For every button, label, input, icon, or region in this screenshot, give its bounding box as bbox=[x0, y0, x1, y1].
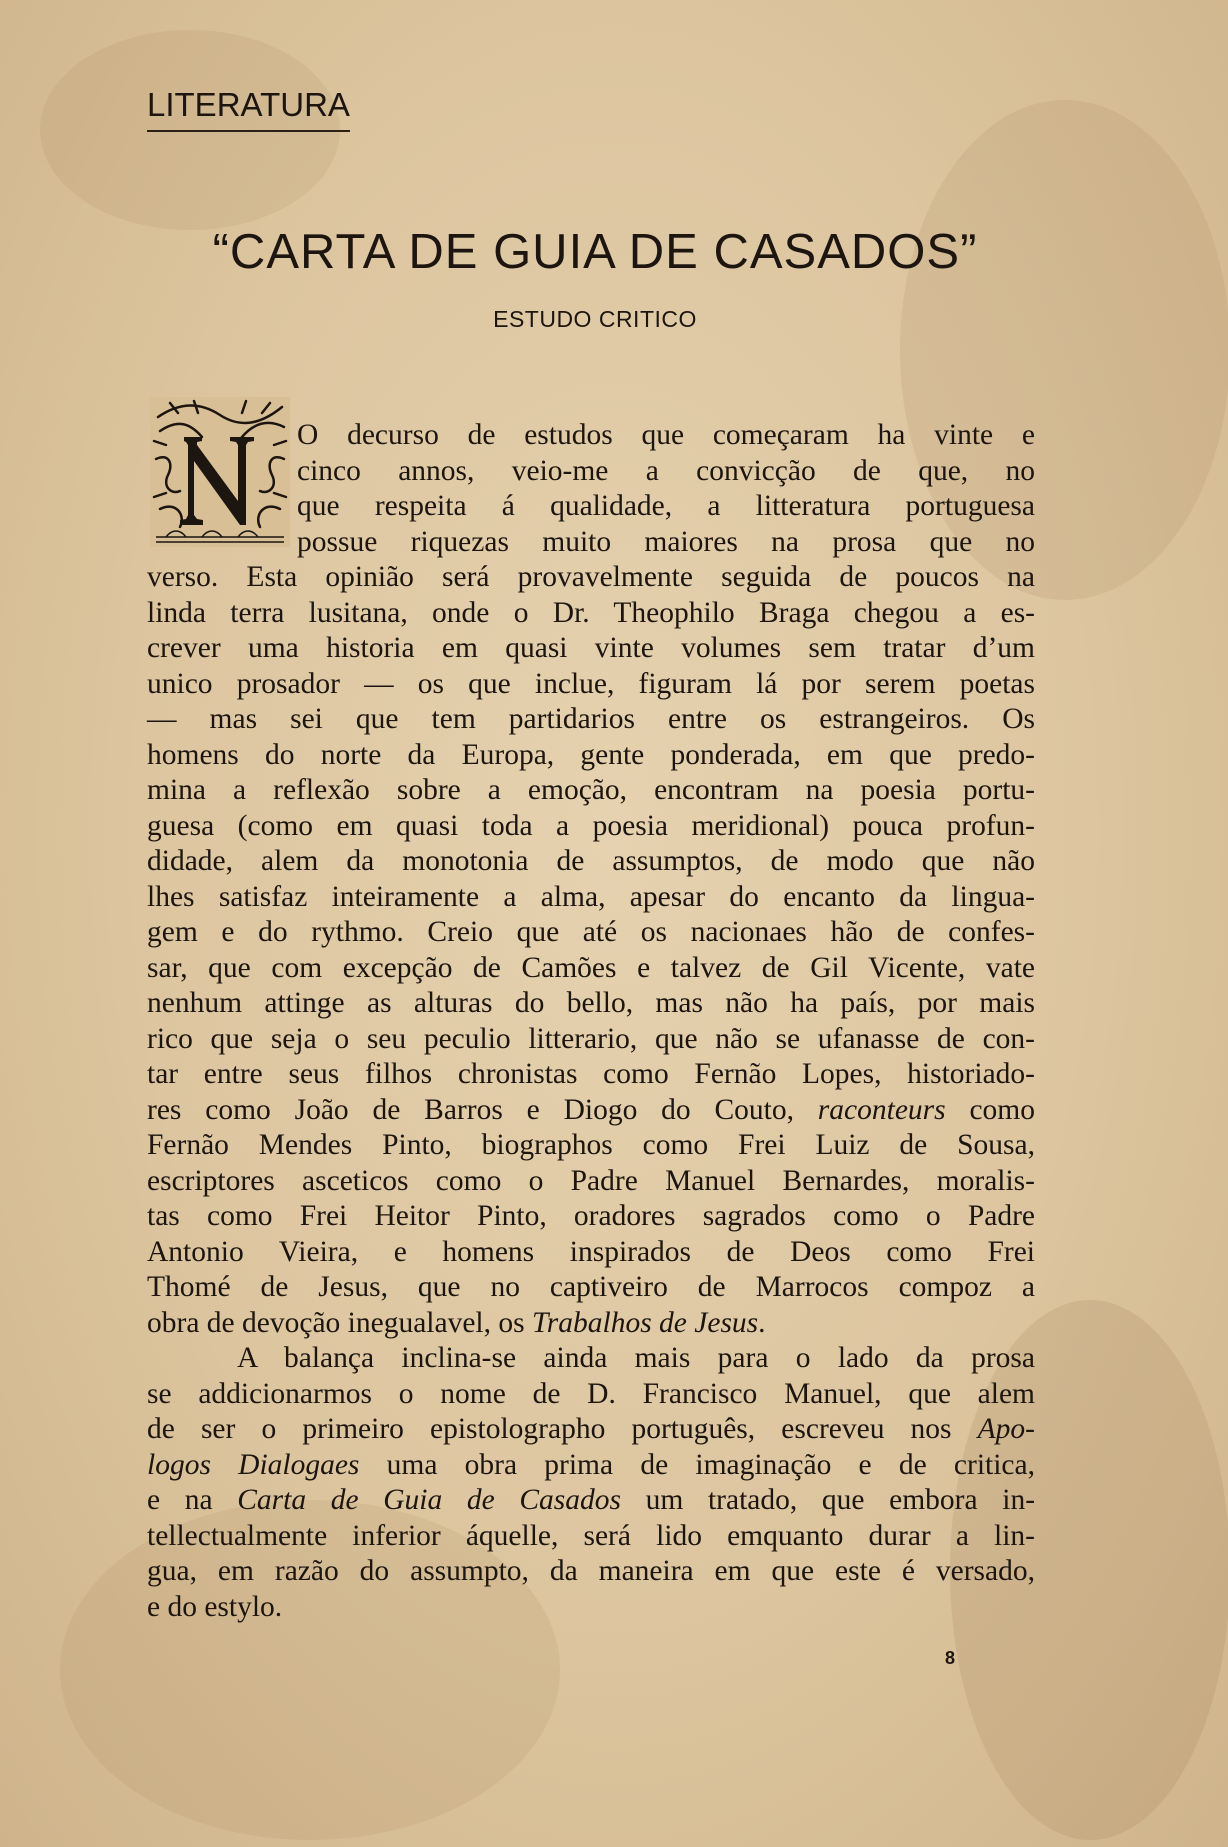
body-line: unico prosador — os que inclue, figuram lá por serem poetas bbox=[147, 667, 1035, 700]
section-label: LITERATURA bbox=[147, 88, 350, 132]
body-line: tar entre seus filhos chronistas como Fernão Lopes, historiado- bbox=[147, 1058, 1035, 1090]
body-line-text: . bbox=[758, 1306, 766, 1339]
body-line bbox=[147, 1093, 1035, 1129]
article-subtitle: ESTUDO CRITICO bbox=[493, 306, 697, 332]
body-line-text: obra de devoção inegualavel, os bbox=[147, 1306, 532, 1339]
body-line: O decurso de estudos que começaram ha vinte e bbox=[297, 419, 1035, 451]
page-number: 8 bbox=[945, 1648, 956, 1668]
body-line-text: e na bbox=[147, 1484, 238, 1516]
body-line: — mas sei que tem partidarios entre os estrangeiros. Os bbox=[147, 703, 1035, 735]
body-line: homens do norte da Europa, gente ponderada, em que predo- bbox=[147, 738, 1035, 771]
body-line: se addicionarmos o nome de D. Francisco Manuel, que alem bbox=[147, 1377, 1035, 1410]
body-line: Fernão Mendes Pinto, biographos como Frei Luiz de Sousa, bbox=[147, 1129, 1035, 1161]
article-title: “CARTA DE GUIA DE CASADOS” bbox=[212, 225, 978, 279]
body-line: sar, que com excepção de Camões e talvez de Gil Vicente, vate bbox=[147, 951, 1035, 984]
body-line: Thomé de Jesus, que no captiveiro de Marrocos compoz a bbox=[147, 1271, 1035, 1303]
body-line-text: como bbox=[945, 1093, 1035, 1126]
body-line: gem e do rythmo. Creio que até os nacionaes hão de confes- bbox=[147, 916, 1035, 948]
body-line-text: de ser o primeiro epistolographo português, escreveu nos bbox=[147, 1413, 978, 1445]
body-line: didade, alem da monotonia de assumptos, de modo que não bbox=[147, 845, 1035, 877]
body-line: A balança inclina-se ainda mais para o lado da prosa bbox=[237, 1342, 1035, 1374]
body-line: que respeita á qualidade, a litteratura portuguesa bbox=[297, 490, 1035, 522]
italic-title: Apo- bbox=[977, 1413, 1035, 1445]
body-line-text: res como João de Barros e Diogo do Couto, bbox=[147, 1093, 818, 1126]
body-line bbox=[147, 1448, 1035, 1484]
body-line: verso. Esta opinião será provavelmente seguida de poucos na bbox=[147, 561, 1035, 593]
body-line: gua, em razão do assumpto, da maneira em que este é versado, bbox=[147, 1555, 1035, 1587]
body-line bbox=[147, 1412, 1035, 1448]
body-line: tas como Frei Heitor Pinto, oradores sagrados como o Padre bbox=[147, 1200, 1035, 1232]
body-line: rico que seja o seu peculio litterario, que não se ufanasse de con- bbox=[147, 1022, 1035, 1055]
body-line: cinco annos, veio-me a convicção de que, no bbox=[297, 454, 1035, 487]
body-line: lhes satisfaz inteiramente a alma, apesar do encanto da lingua- bbox=[147, 880, 1035, 913]
body-line: crever uma historia em quasi vinte volumes sem tratar d’um bbox=[147, 632, 1035, 664]
article-body bbox=[147, 418, 1035, 1625]
body-line-text: uma obra prima de imaginação e de critica, bbox=[359, 1448, 1035, 1481]
body-line: possue riquezas muito maiores na prosa que no bbox=[297, 525, 1035, 558]
body-line: tellectualmente inferior áquelle, será lido emquanto durar a lin- bbox=[147, 1519, 1035, 1552]
body-line bbox=[147, 1306, 1035, 1342]
body-line bbox=[147, 1483, 1035, 1519]
body-line: escriptores asceticos como o Padre Manuel Bernardes, moralis- bbox=[147, 1164, 1035, 1197]
body-line: guesa (como em quasi toda a poesia meridional) pouca profun- bbox=[147, 809, 1035, 842]
body-line-text: um tratado, que embora in- bbox=[621, 1484, 1036, 1516]
body-line: linda terra lusitana, onde o Dr. Theophilo Braga chegou a es- bbox=[147, 596, 1035, 629]
body-line: e do estylo. bbox=[147, 1590, 283, 1623]
body-line: nenhum attinge as alturas do bello, mas não ha país, por mais bbox=[147, 987, 1035, 1019]
italic-title: Carta de Guia de Casados bbox=[237, 1484, 621, 1516]
body-line: mina a reflexão sobre a emoção, encontram na poesia portu- bbox=[147, 774, 1035, 806]
italic-title: Trabalhos de Jesus bbox=[531, 1306, 759, 1339]
italic-title: logos Dialogaes bbox=[147, 1448, 360, 1481]
italic-term: raconteurs bbox=[817, 1093, 946, 1126]
body-line: Antonio Vieira, e homens inspirados de Deos como Frei bbox=[147, 1235, 1035, 1268]
